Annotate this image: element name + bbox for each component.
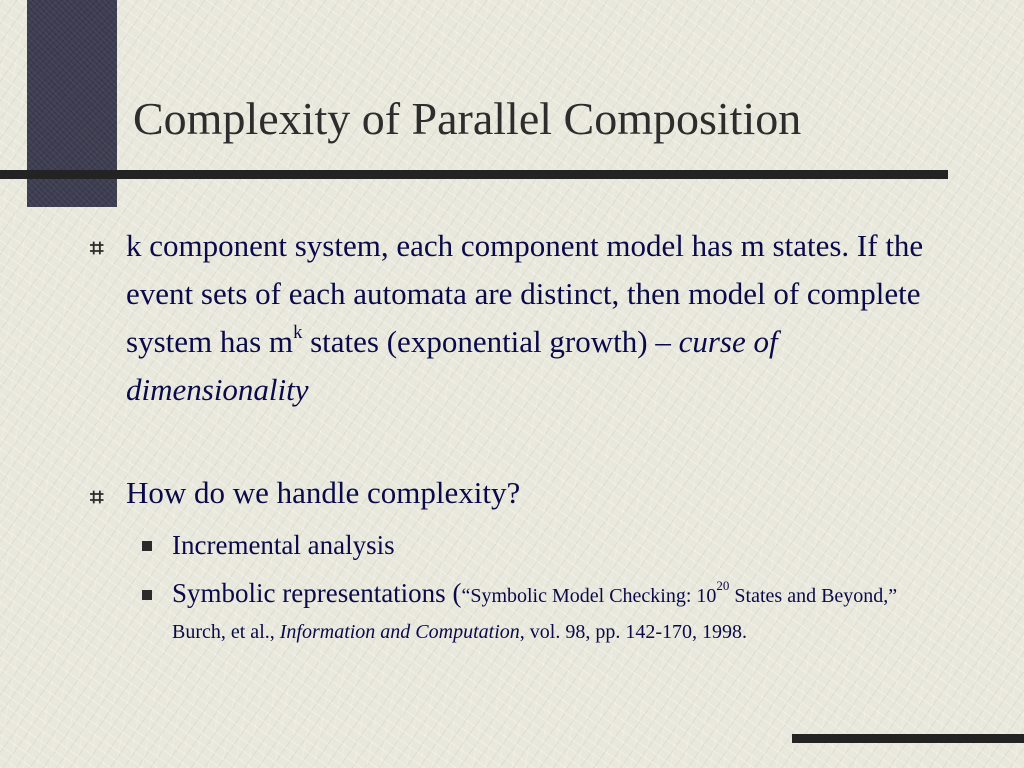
hash-bullet-icon: ⌗ (90, 483, 104, 511)
sub-bullet-2 (172, 577, 932, 649)
citation-text: “Symbolic Model Checking: 10 (461, 585, 717, 607)
slide-title: Complexity of Parallel Composition (133, 93, 802, 144)
hash-bullet-icon: ⌗ (90, 234, 104, 262)
sub-bullet-1-text: Incremental analysis (172, 530, 395, 560)
bullet-2 (126, 469, 926, 517)
citation-journal: Information and Computation (279, 621, 520, 643)
title-divider (0, 170, 948, 179)
bullet-2-text: How do we handle complexity? (126, 475, 521, 510)
citation-text-b: States and Beyond,” Burch, et al., (172, 585, 898, 643)
footer-divider (792, 734, 1024, 743)
sub-bullet-1 (172, 529, 932, 561)
citation-text-c: , vol. 98, pp. 142-170, 1998. (519, 621, 747, 643)
sub-bullet-2-lead: Symbolic representations ( (172, 578, 462, 608)
square-bullet-icon (142, 541, 152, 551)
square-bullet-icon (142, 590, 152, 600)
bullet-1-text-cont: states (exponential growth) – (302, 324, 679, 359)
bullet-1-superscript: k (293, 321, 303, 343)
bullet-1-text: k component system, each component model has m states. If the event sets of each automata are distinct, then model of complete system has m (126, 228, 924, 359)
bullet-1 (126, 222, 926, 414)
bullet-1-italic: curse of dimensionality (126, 324, 778, 407)
citation-superscript: 20 (716, 578, 730, 594)
